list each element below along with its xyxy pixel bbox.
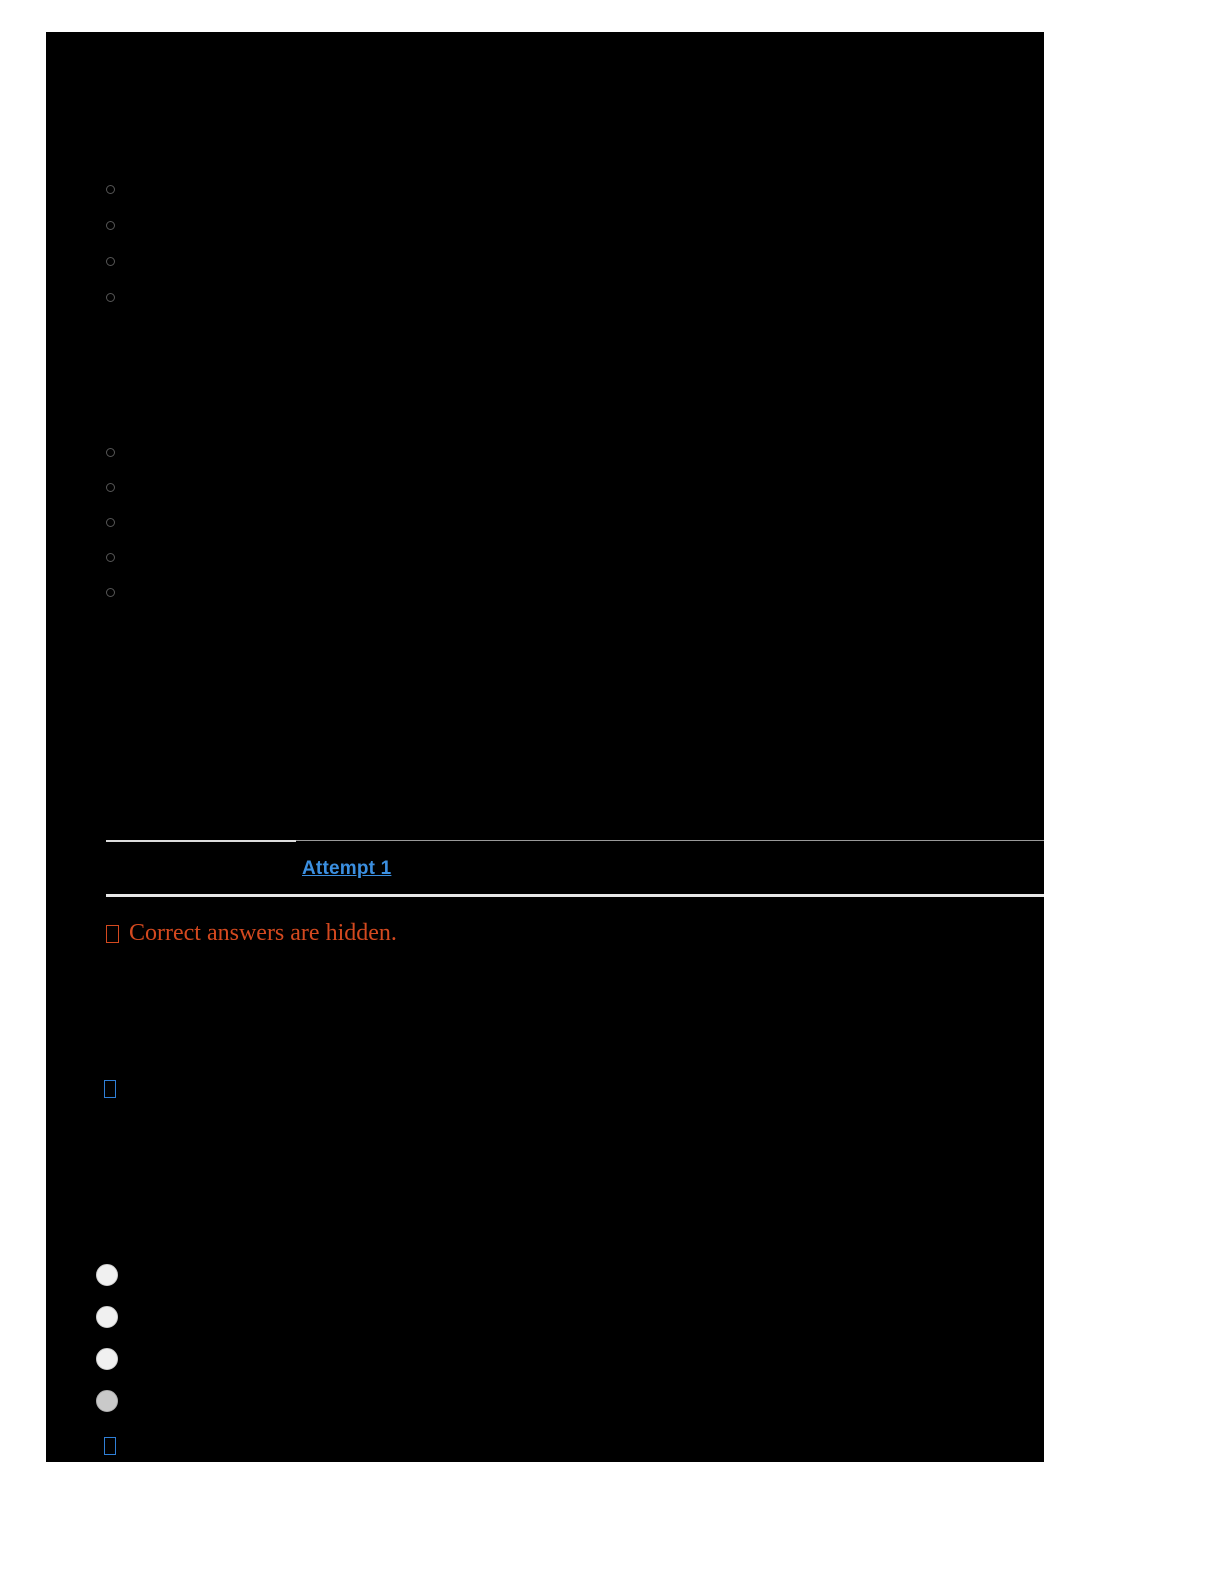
attempt-link[interactable]: Attempt 1 — [302, 858, 392, 879]
radio-icon[interactable] — [106, 185, 115, 194]
radio-icon[interactable] — [106, 448, 115, 457]
list-item[interactable] — [96, 1264, 1026, 1290]
list-item[interactable] — [106, 218, 1006, 240]
list-item[interactable] — [96, 1306, 1026, 1332]
radio-icon[interactable] — [106, 483, 115, 492]
warning-icon — [106, 925, 119, 943]
hidden-answers-notice — [106, 920, 397, 947]
radio-icon[interactable] — [106, 221, 115, 230]
list-item[interactable] — [106, 585, 1006, 607]
divider-below-attempt — [106, 894, 1044, 897]
divider-right — [296, 840, 1044, 841]
list-item[interactable] — [106, 182, 1006, 204]
list-item[interactable] — [106, 480, 1006, 502]
question-marker-icon — [104, 1080, 116, 1098]
list-item[interactable] — [96, 1390, 1026, 1416]
question-block — [104, 1080, 124, 1098]
list-item[interactable] — [106, 254, 1006, 276]
marker-icon — [104, 1437, 116, 1455]
radio-icon[interactable] — [96, 1306, 118, 1328]
radio-icon[interactable] — [96, 1348, 118, 1370]
notice-text: Correct answers are hidden. — [129, 920, 397, 946]
radio-icon[interactable] — [106, 588, 115, 597]
radio-icon[interactable] — [106, 257, 115, 266]
list-item[interactable] — [106, 290, 1006, 312]
radio-icon[interactable] — [106, 518, 115, 527]
radio-icon[interactable] — [106, 553, 115, 562]
radio-icon[interactable] — [96, 1264, 118, 1286]
radio-icon-selected[interactable] — [96, 1390, 118, 1412]
list-item[interactable] — [106, 515, 1006, 537]
divider-left — [106, 840, 296, 842]
radio-icon[interactable] — [106, 293, 115, 302]
list-item[interactable] — [96, 1348, 1026, 1374]
list-item[interactable] — [106, 445, 1006, 467]
list-item[interactable] — [106, 550, 1006, 572]
quiz-upper-region — [46, 32, 1044, 842]
document-content-panel — [46, 32, 1044, 1462]
